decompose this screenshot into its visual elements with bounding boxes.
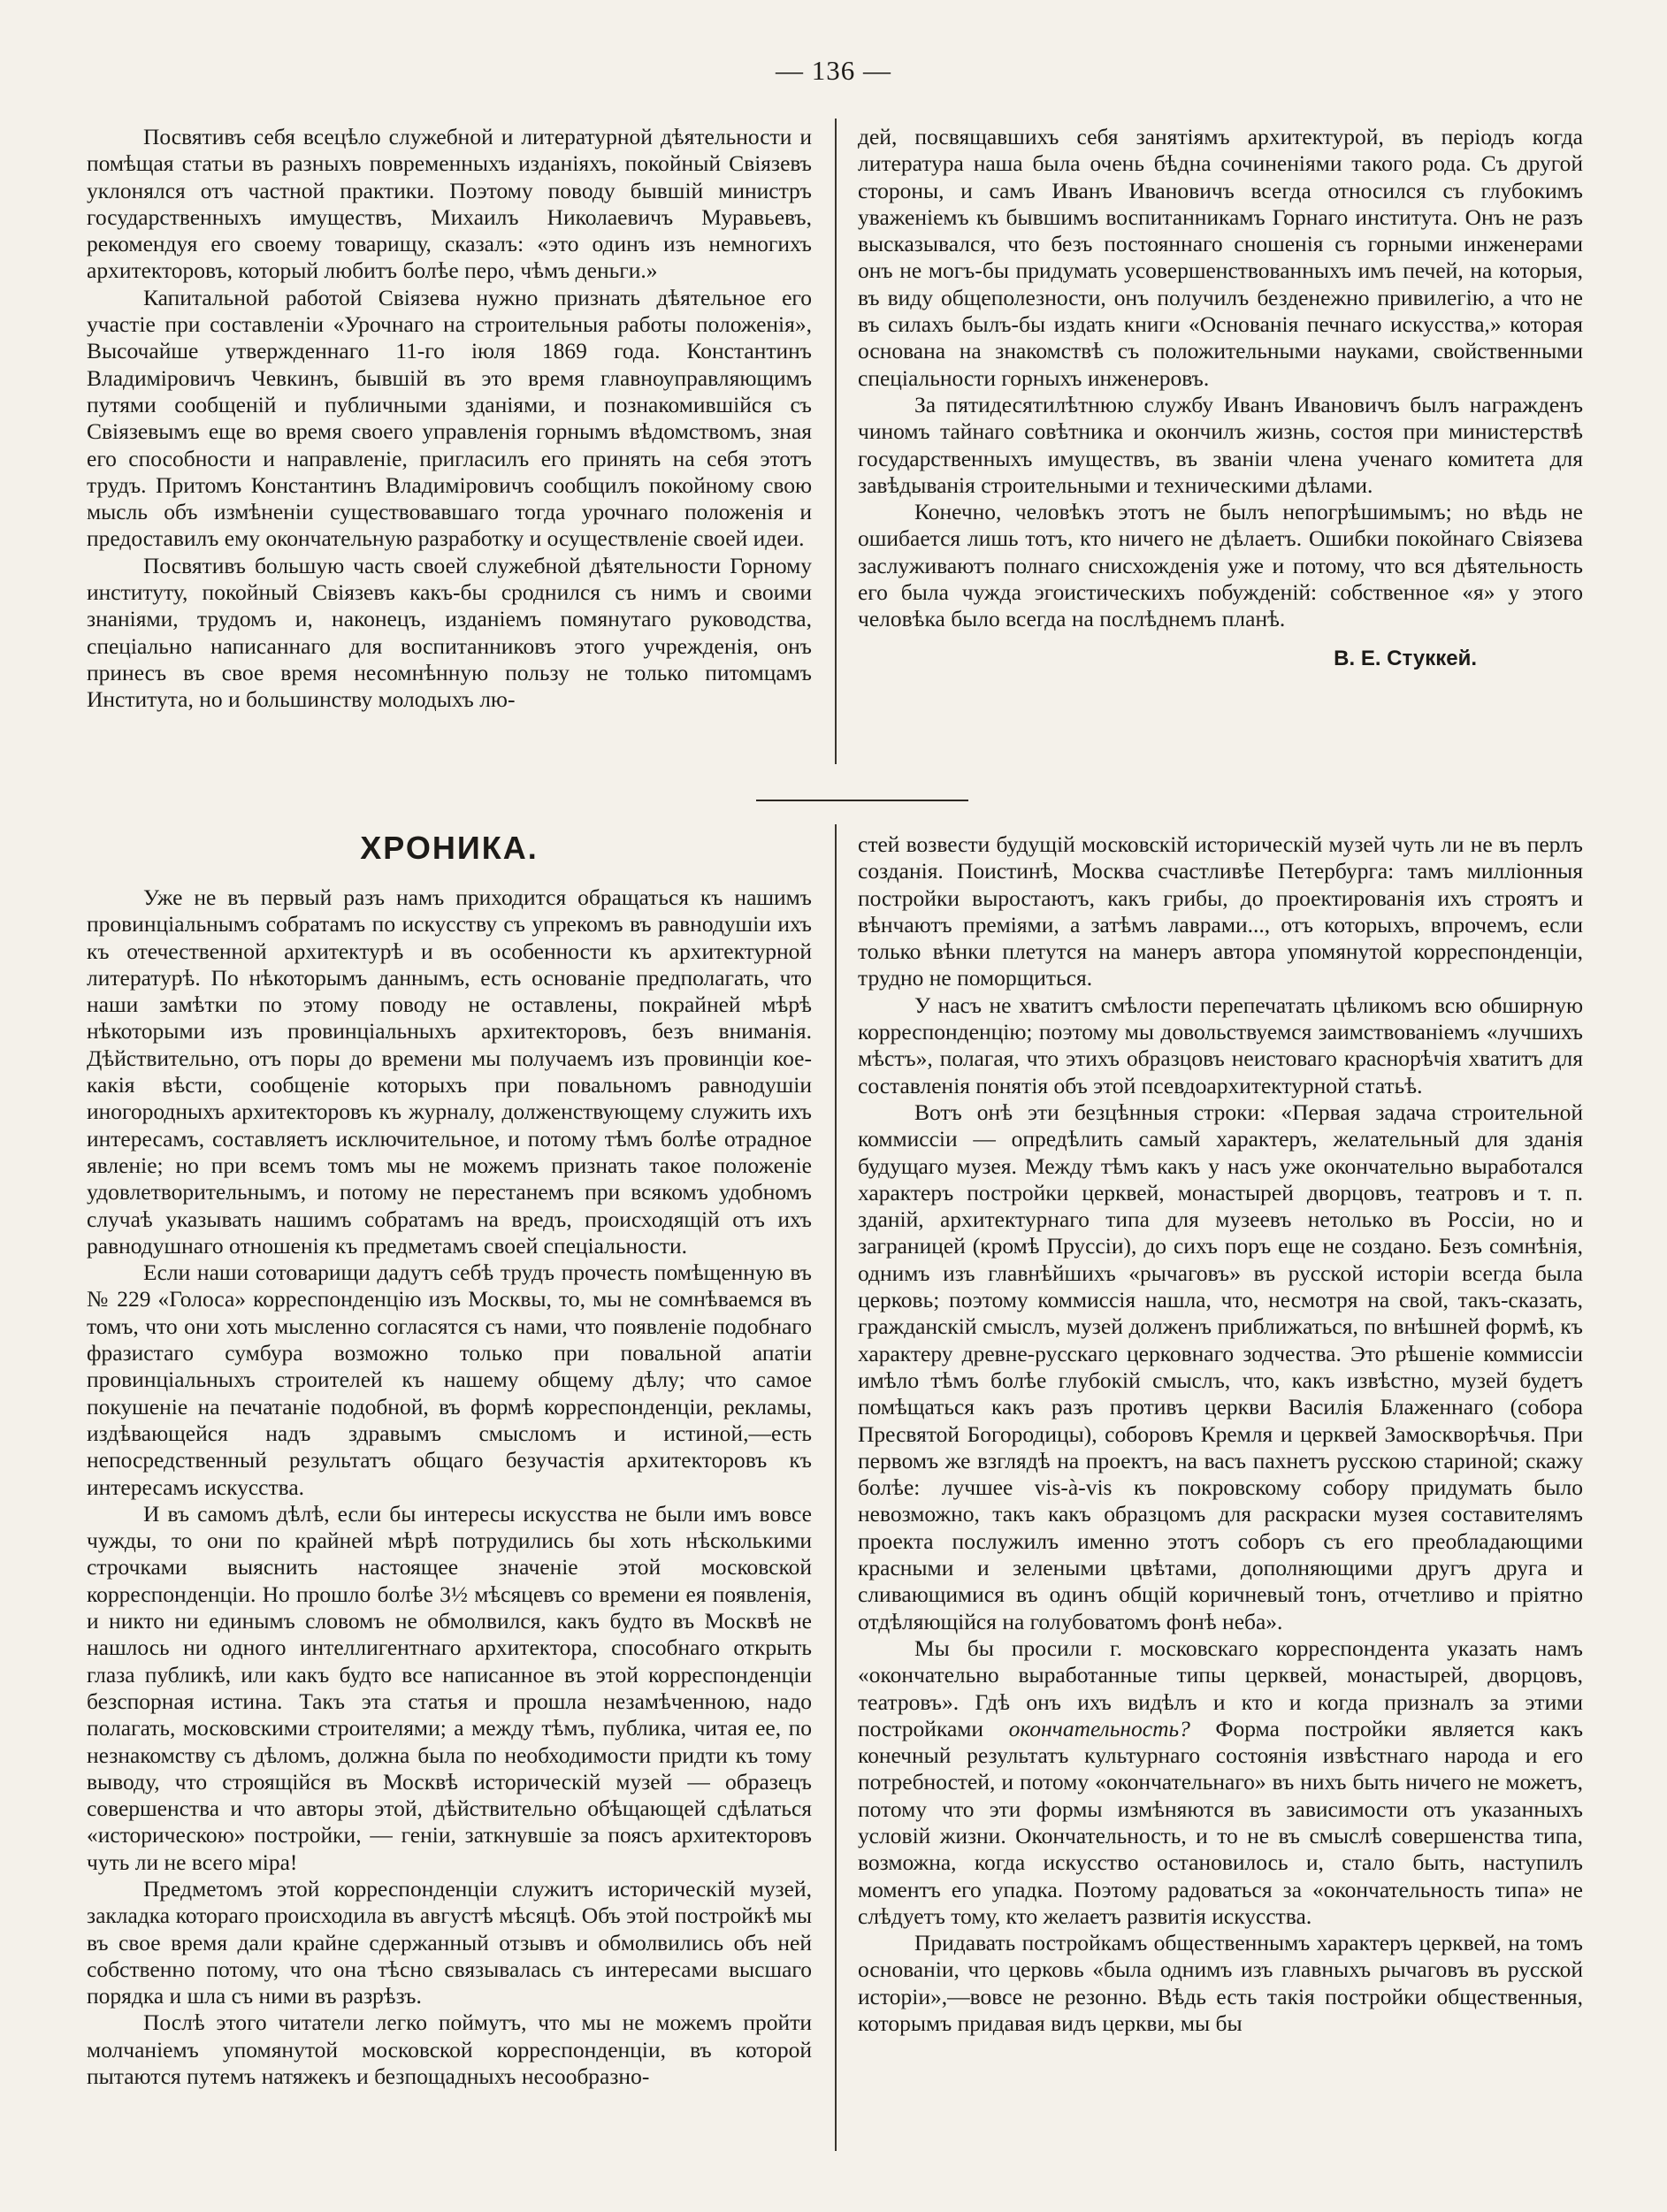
chronicle-paragraph-start: Мы бы просили г. московскаго корреспондента указать намъ «окончательно выработанные типы церквей, монастырей, дворцовъ, театровъ». Гдѣ онъ ихъ видѣлъ и кто и когда призналъ за этими постройками — [858, 1634, 1583, 1741]
chronicle-paragraph: Послѣ этого читатели легко поймутъ, что мы не можемъ пройти молчаніемъ упомянутой московской корреспонденціи, въ которой пытаются путемъ натяжекъ и безпощадныхъ несообразно- — [87, 2009, 812, 2090]
chronicle-paragraph: Вотъ онѣ эти безцѣнныя строки: «Первая задача строительной коммиссіи — опредѣлить самый характеръ, желательный для зданія будущаго музея. Между тѣмъ какъ у насъ уже окончательно выработался характеръ постройки церквей, монастырей дворцовъ, театровъ и т. п. зданій, архитектурнаго типа для музеевъ нетолько въ Россіи, но и заграницей (кромѣ Пруссіи), до сихъ поръ еще не создано. Безъ сомнѣнія, однимъ изъ главнѣйшихъ «рычаговъ» въ русской исторіи всегда была церковь; поэтому коммиссія нашла, что, несмотря на свой, такъ-сказать, гражданскій смыслъ, музей долженъ приближаться, по внѣшней формѣ, къ характеру древне-русскаго церковнаго зодчества. Это рѣшеніе коммиссіи имѣло тѣмъ болѣе глубокій смыслъ, что, какъ извѣстно, музей будетъ помѣщаться какъ разъ противъ церкви Василія Блаженнаго (собора Пресвятой Богородицы), соборовъ Кремля и церквей Замоскворѣчья. При первомъ же взглядѣ на проектъ, на васъ пахнетъ русскою стариной; скажу болѣе: лучшее vis-à-vis къ покровскому собору придумать было невозможно, такъ какъ образцомъ для раскраски музея составителямъ проекта послужилъ именно этотъ соборъ съ его преобладающими красными и зелеными цвѣтами, дополняющими другъ друга и сливающимися въ одинъ общій коричневый тонъ, отчетливо и пріятно отдѣляющійся на голубоватомъ фонѣ неба». — [858, 1098, 1583, 1634]
obituary-paragraph: Посвятивъ себя всецѣло служебной и литературной дѣятельности и помѣщая статьи въ разныхъ повременныхъ изданіяхъ, покойный Свіязевъ уклонялся отъ частной практики. Поэтому поводу бывшій министръ государственныхъ имуществъ, Михаилъ Николаевичъ Муравьевъ, рекомендуя его своему товарищу, сказалъ: «это одинъ изъ немногихъ архитекторовъ, который любитъ болѣе перо, чѣмъ деньги.» — [87, 124, 812, 284]
section-divider-rule — [756, 800, 968, 801]
chronicle-paragraph: У насъ не хватитъ смѣлости перепечатать цѣликомъ всю обширную корреспонденцію; поэтому мы довольствуемся заимствованіемъ «лучшихъ мѣстъ», полагая, что этихъ образцовъ неистоваго краснорѣчія хватитъ для составленія понятія объ этой псевдоархитектурной статьѣ. — [858, 991, 1583, 1098]
chronicle-right-column — [858, 831, 1583, 2176]
chronicle-paragraph: И въ самомъ дѣлѣ, если бы интересы искусства не были имъ вовсе чужды, то они по крайней мѣрѣ потрудились бы хоть нѣсколькими строчками выяснить настоящее значеніе этой московской корреспонденціи. Но прошло болѣе 3½ мѣсяцевъ со времени ея появленія, и никто ни единымъ словомъ не обмолвился, какъ будто въ Москвѣ не нашлось ни одного интеллигентнаго архитектора, способнаго открыть глаза публикѣ, или какъ будто все написанное въ этой корреспонденціи безспорная истина. Такъ эта статья и прошла незамѣченною, надо полагать, московскими строителями; а между тѣмъ, публика, читая ее, по незнакомству съ дѣломъ, должна была по необходимости придти къ тому выводу, что строящійся въ Москвѣ историческій музей — образецъ совершенства и что авторы этой, дѣйствительно обѣщающей сдѣлаться «историческою» постройки, — геніи, заткнувшіе за поясъ архитекторовъ чуть ли не всего міра! — [87, 1500, 812, 1875]
obituary-paragraph: Посвятивъ большую часть своей служебной дѣятельности Горному институту, покойный Свіязевъ какъ-бы сроднился съ нимъ и своими знаніями, трудомъ и, наконецъ, изданіемъ помянутаго руководства, спеціально написаннаго для воспитанниковъ этого учрежденія, онъ принесъ въ свое время несомнѣнную пользу не только питомцамъ Института, но и большинству молодыхъ лю- — [87, 552, 812, 713]
page-number: — 136 — — [776, 55, 891, 86]
obituary-paragraph: За пятидесятилѣтнюю службу Иванъ Ивановичъ былъ награжденъ чиномъ тайнаго совѣтника и окончилъ жизнь, состоя при министерствѣ государственныхъ имуществъ, въ званіи члена ученаго комитета для завѣдыванія строительными и техническими дѣлами. — [858, 391, 1583, 498]
chronicle-paragraph: стей возвести будущій московскій историческій музей чуть ли не въ перлъ созданія. Поистинѣ, Москва счастливѣе Петербурга: тамъ милліонныя постройки выростаютъ, какъ грибы, до проектированія ихъ строятъ и вѣнчаютъ преміями, а затѣмъ лаврами..., отъ которыхъ, впрочемъ, если только вѣнки плетутся на манеръ автора упомянутой корреспонденціи, трудно не поморщиться. — [858, 831, 1583, 991]
emphasized-word: окончательность? — [1008, 1715, 1190, 1741]
column-divider — [835, 824, 837, 2151]
chronicle-left-column — [87, 884, 812, 2176]
obituary-right-column — [858, 124, 1583, 774]
obituary-left-column — [87, 124, 812, 774]
chronicle-paragraph: Придавать постройкамъ общественнымъ характеръ церквей, на томъ основаніи, что церковь «была однимъ изъ главныхъ рычаговъ въ русской исторіи»,—вовсе не резонно. Вѣдь есть такія постройки общественныя, которымъ придавая видъ церкви, мы бы — [858, 1930, 1583, 2037]
obituary-paragraph: Конечно, человѣкъ этотъ не былъ непогрѣшимымъ; но вѣдь не ошибается лишь тотъ, кто ничего не дѣлаетъ. Ошибки покойнаго Свіязева заслуживаютъ полнаго снисхожденія уже и потому, что вся дѣятельность его была чужда эгоистическихъ побужденій: собственное «я» у этого человѣка было всегда на послѣднемъ планѣ. — [858, 499, 1583, 632]
author-signature: В. Е. Стуккей. — [1334, 646, 1477, 670]
column-divider — [835, 119, 837, 764]
obituary-paragraph: дей, посвящавшихъ себя занятіямъ архитектурой, въ періодъ когда литература наша была очень бѣдна сочиненіями такого рода. Съ другой стороны, и самъ Иванъ Ивановичъ всегда относился съ глубокимъ уваженіемъ къ бывшимъ воспитанникамъ Горнаго института. Онъ не разъ высказывался, что безъ постояннаго сношенія съ горными инженерами онъ не могъ-бы придумать усовершенствованныхъ имъ печей, на которыя, въ виду общеполезности, онъ получилъ безденежно привилегію, а что не въ силахъ былъ-бы издать книги «Основанія печнаго искусства,» которая основана на знакомствѣ съ положительными науками, свойственными спеціальности горныхъ инженеровъ. — [858, 124, 1583, 391]
chronicle-paragraph-tail: Форма постройки является какъ конечный результатъ культурнаго состоянія извѣстнаго народа и его потребностей, и потому «окончательнаго» въ нихъ быть ничего не можетъ, потому что эти формы измѣняются въ зависимости отъ указанныхъ условій жизни. Окончательность, и то не въ смыслѣ совершенства типа, возможна, когда искусство остановилось и, стало быть, наступилъ моментъ его упадка. Поэтому радоваться за «окончательность типа» не слѣдуетъ тому, кто желаетъ развитія искусства. — [858, 1715, 1583, 1929]
chronicle-title: ХРОНИКА. — [360, 830, 539, 866]
chronicle-paragraph: Уже не въ первый разъ намъ приходится обращаться къ нашимъ провинціальнымъ собратамъ по искусству съ упрекомъ въ равнодушіи ихъ къ отечественной архитектурѣ и въ особенности къ архитектурной литературѣ. По нѣкоторымъ даннымъ, есть основаніе предполагать, что наши замѣтки по этому поводу не оставлены, покрайней мѣрѣ нѣкоторыми изъ провинціальныхъ архитекторовъ, безъ вниманія. Дѣйствительно, отъ поры до времени мы получаемъ изъ провинціи кое-какія вѣсти, сообщеніе которыхъ при повальномъ равнодушіи иногородныхъ архитекторовъ къ журналу, долженствующему служить ихъ интересамъ, составляетъ исключительное, и потому тѣмъ болѣе отрадное явленіе; но при всемъ томъ мы не можемъ признать такое положеніе удовлетворительнымъ, и потому не перестанемъ при всякомъ удобномъ случаѣ указывать нашимъ собратамъ на вредъ, происходящій отъ ихъ равнодушнаго отношенія къ предметамъ своей спеціальности. — [87, 884, 812, 1259]
obituary-paragraph: Капитальной работой Свіязева нужно признать дѣятельное его участіе при составленіи «Урочнаго на строительныя работы положенія», Высочайше утвержденнаго 11-го іюля 1869 года. Константинъ Владиміровичъ Чевкинъ, бывшій въ это время главноуправляющимъ путями сообщеній и публичными зданіями, и познакомившійся съ Свіязевымъ еще во время своего управленія горнымъ вѣдомствомъ, зная его способности и направленіе, пригласилъ его принять на себя этотъ трудъ. Притомъ Константинъ Владиміровичъ сообщилъ покойному свою мысль объ измѣненіи существовавшаго тогда урочнаго положенія и предоставилъ ему окончательную разработку и осуществленіе своей идеи. — [87, 284, 812, 552]
chronicle-paragraph — [858, 1635, 1583, 1930]
chronicle-paragraph: Если наши сотоварищи дадутъ себѣ трудъ прочесть помѣщенную въ № 229 «Голоса» корреспонденцію изъ Москвы, то, мы не сомнѣваемся въ томъ, что они хоть мысленно согласятся съ нами, что появленіе подобнаго фразистаго сумбура возможно только при повальной апатіи провинціальныхъ строителей къ нашему общему дѣлу; что самое покушеніе на печатаніе подобной, въ формѣ корреспонденціи, рекламы, издѣвающейся надъ здравымъ смысломъ и истиной,—есть непосредственный результатъ общаго безучастія архитекторовъ къ интересамъ искусства. — [87, 1259, 812, 1500]
chronicle-paragraph: Предметомъ этой корреспонденціи служитъ историческій музей, закладка котораго происходила въ августѣ мѣсяцѣ. Объ этой постройкѣ мы въ свое время дали крайне сдержанный отзывъ и обмолвились объ ней собственно потому, что она тѣсно связывалась съ интересами высшаго порядка и шла съ ними въ разрѣзъ. — [87, 1875, 812, 2009]
